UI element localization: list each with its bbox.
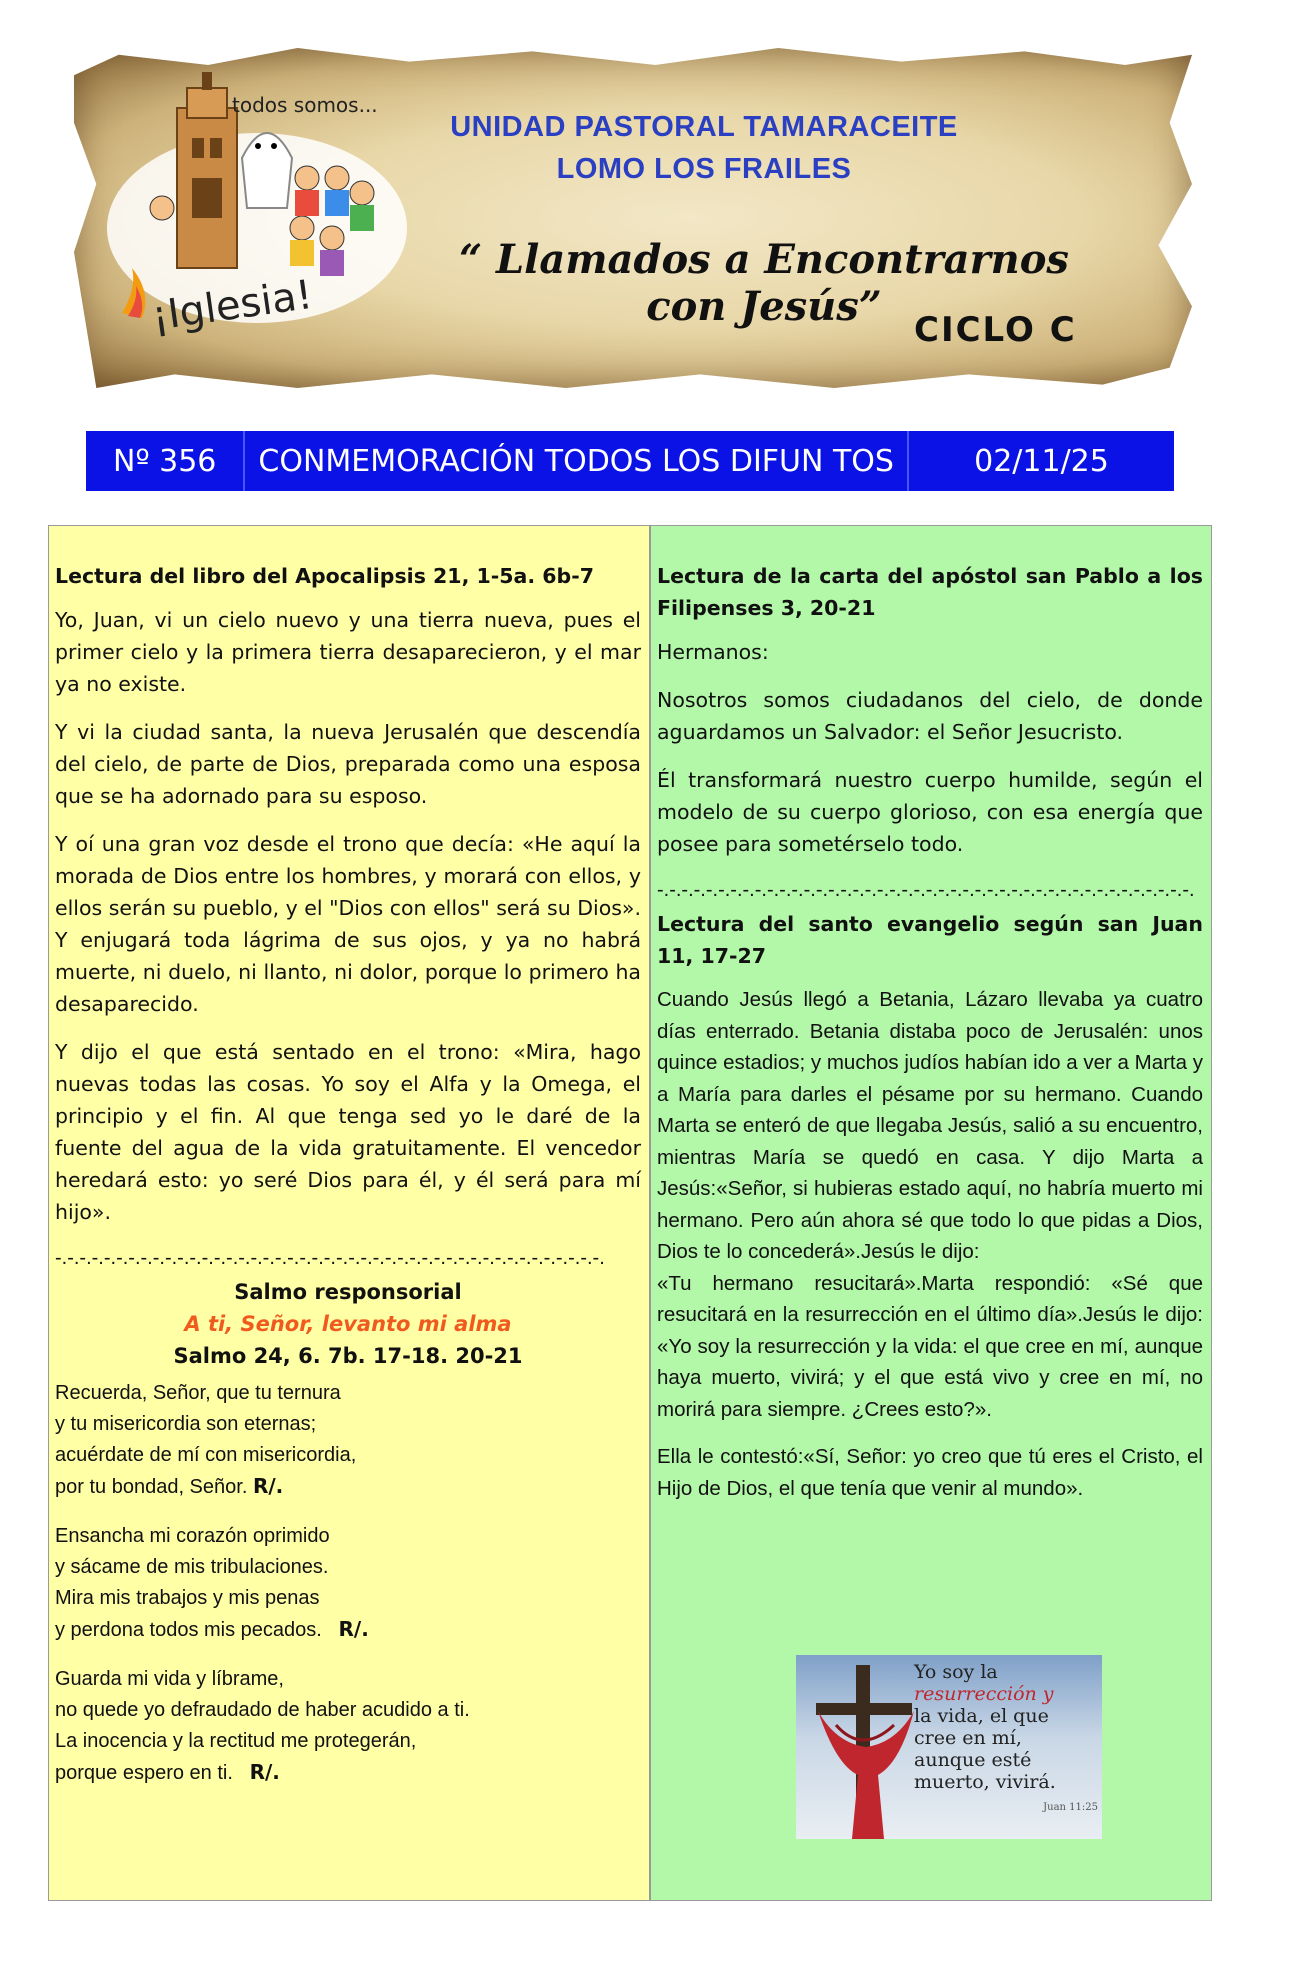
unit-line-2: LOMO LOS FRAILES [556,153,852,185]
psalm-line: La inocencia y la rectitud me protegerán, [55,1730,417,1752]
psalm-title: Salmo responsorial [234,1280,462,1304]
gospel-paragraph: «Tu hermano resucitará».Marta respondió: «Sé que resucitará en la resurrección en el último día».Jesús le dijo: «Yo soy la resurrección y la vida: el que cree en mí, aunque haya muerto, vivirá; y el que está vivo y cree en mí, no morirá para siempre. ¿Crees esto?». [657,1271,1203,1421]
psalm-line-text: y perdona todos mis pecados. [55,1619,322,1641]
pastoral-unit-title [424,106,984,190]
parish-logo [92,68,422,358]
cross-quote-image [796,1655,1102,1839]
response-mark: R/. [252,1474,284,1498]
ciclo-label: CICLO C [914,310,1077,350]
left-column [48,525,650,1901]
psalm-line: y sácame de mis tribulaciones. [55,1556,329,1578]
psalm-line: y tu misericordia son eternas; [55,1413,317,1435]
quote-line: resurrección y [914,1683,1054,1705]
quote-line: muerto, vivirá. [914,1771,1056,1793]
quote-line: Yo soy la [914,1661,998,1683]
psalm-reference: Salmo 24, 6. 7b. 17-18. 20-21 [173,1344,523,1368]
psalm-line-text: porque espero en ti. [55,1762,233,1784]
second-reading-paragraph: Él transformará nuestro cuerpo humilde, según el modelo de su cuerpo glorioso, con esa energía que posee para sometérselo todo. [657,768,1203,856]
psalm-stanza-3 [55,1664,641,1789]
psalm-line: Recuerda, Señor, que tu ternura [55,1382,341,1404]
first-reading-paragraph: Y oí una gran voz desde el trono que decía: «He aquí la morada de Dios entre los hombres, y morará con ellos, y ellos serán su pueblo, y el "Dios con ellos" será su Dios». Y enjugará toda lágrima de sus ojos, y ya no habrá muerte, ni duelo, ni llanto, ni dolor, porque lo primero ha desaparecido. [55,832,641,1016]
psalm-line: acuérdate de mí con misericordia, [55,1444,357,1466]
issue-date: 02/11/25 [974,443,1109,479]
first-reading-paragraph: Y vi la ciudad santa, la nueva Jerusalén que descendía del cielo, de parte de Dios, preparada como una esposa que se ha adornado para su esposo. [55,720,641,808]
quote-reference: Juan 11:25 [1043,1802,1098,1813]
gospel-paragraph: Cuando Jesús llegó a Betania, Lázaro llevaba ya cuatro días enterrado. Betania distaba poco de Jerusalén: unos quince estadios; y muchos judíos habían ido a ver a Marta y a María para darles el pésame por su hermano. Cuando Marta se enteró de que llegaba Jesús, salió a su encuentro, mientras María se quedó en casa. Y dijo Marta a Jesús:«Señor, si hubieras estado aquí, no habría muerto mi hermano. Pero aún ahora sé que todo lo que pidas a Dios, Dios te lo concederá».Jesús le dijo: [657,988,1203,1263]
psalm-stanza-2 [55,1521,641,1646]
logo-bottom-text: ¡Iglesia! [148,271,316,340]
quote-line: cree en mí, [914,1727,1022,1749]
quote-line: aunque esté [914,1749,1032,1771]
psalm-line [55,1614,641,1646]
church-logo-icon [92,68,422,358]
gospel-title: Lectura del santo evangelio según san Juan 11, 17-27 [657,912,1203,968]
psalm-response: A ti, Señor, levanto mi alma [184,1312,512,1336]
gospel-paragraph: Ella le contestó:«Sí, Señor: yo creo que tú eres el Cristo, el Hijo de Dios, el que tenía que venir al mundo». [657,1445,1203,1500]
psalm-line: no quede yo defraudado de haber acudido a ti. [55,1699,470,1721]
second-reading-paragraph: Nosotros somos ciudadanos del cielo, de donde aguardamos un Salvador: el Señor Jesucristo. [657,688,1203,744]
psalm-line: Guarda mi vida y líbrame, [55,1668,284,1690]
second-reading-title: Lectura de la carta del apóstol san Pablo a los Filipenses 3, 20-21 [657,564,1203,620]
first-reading-title: Lectura del libro del Apocalipsis 21, 1-5a. 6b-7 [55,564,594,588]
section-separator: -.-.-.-.-.-.-.-.-.-.-.-.-.-.-.-.-.-.-.-.-.-.-.-.-.-.-.-.-.-.-.-.-.-.-.-.-.-.-.-.-.-.-.-. [657,879,1195,901]
psalm-line: Ensancha mi corazón oprimido [55,1525,330,1547]
unit-line-1: UNIDAD PASTORAL TAMARACEITE [450,111,958,143]
motto: “ Llamados a Encontrarnos con Jesús” [459,236,1069,330]
issue-title: CONMEMORACIÓN TODOS LOS DIFUN TOS [245,431,909,491]
psalm-stanza-1 [55,1378,641,1503]
psalm-line-text: por tu bondad, Señor. [55,1476,248,1498]
header-banner [74,48,1192,388]
psalm-line: Mira mis trabajos y mis penas [55,1587,320,1609]
image-quote [914,1661,1098,1819]
response-mark: R/. [338,1617,369,1641]
response-mark: R/. [249,1760,280,1784]
psalm-line [55,1471,641,1503]
logo-top-text: todos somos... [232,93,378,117]
issue-number: Nº 356 [86,431,245,491]
section-separator: -.-.-.-.-.-.-.-.-.-.-.-.-.-.-.-.-.-.-.-.-.-.-.-.-.-.-.-.-.-.-.-.-.-.-.-.-.-.-.-.-.-.-.-.-. [55,1247,605,1269]
quote-line: la vida, el que [914,1705,1049,1727]
first-reading-paragraph: Y dijo el que está sentado en el trono: «Mira, hago nuevas todas las cosas. Yo soy el Alfa y la Omega, el principio y el fin. Al que tenga sed yo le daré de la fuente del agua de la vida gratuitamente. El vencedor heredará esto: yo seré Dios para él, y él será para mí hijo». [55,1040,641,1224]
issue-title-bar [86,431,1174,491]
second-reading-paragraph: Hermanos: [657,640,769,664]
psalm-line [55,1757,641,1789]
gospel-text [657,984,1203,1504]
first-reading-paragraph: Yo, Juan, vi un cielo nuevo y una tierra nueva, pues el primer cielo y la primera tierra desaparecieron, y el mar ya no existe. [55,608,641,696]
